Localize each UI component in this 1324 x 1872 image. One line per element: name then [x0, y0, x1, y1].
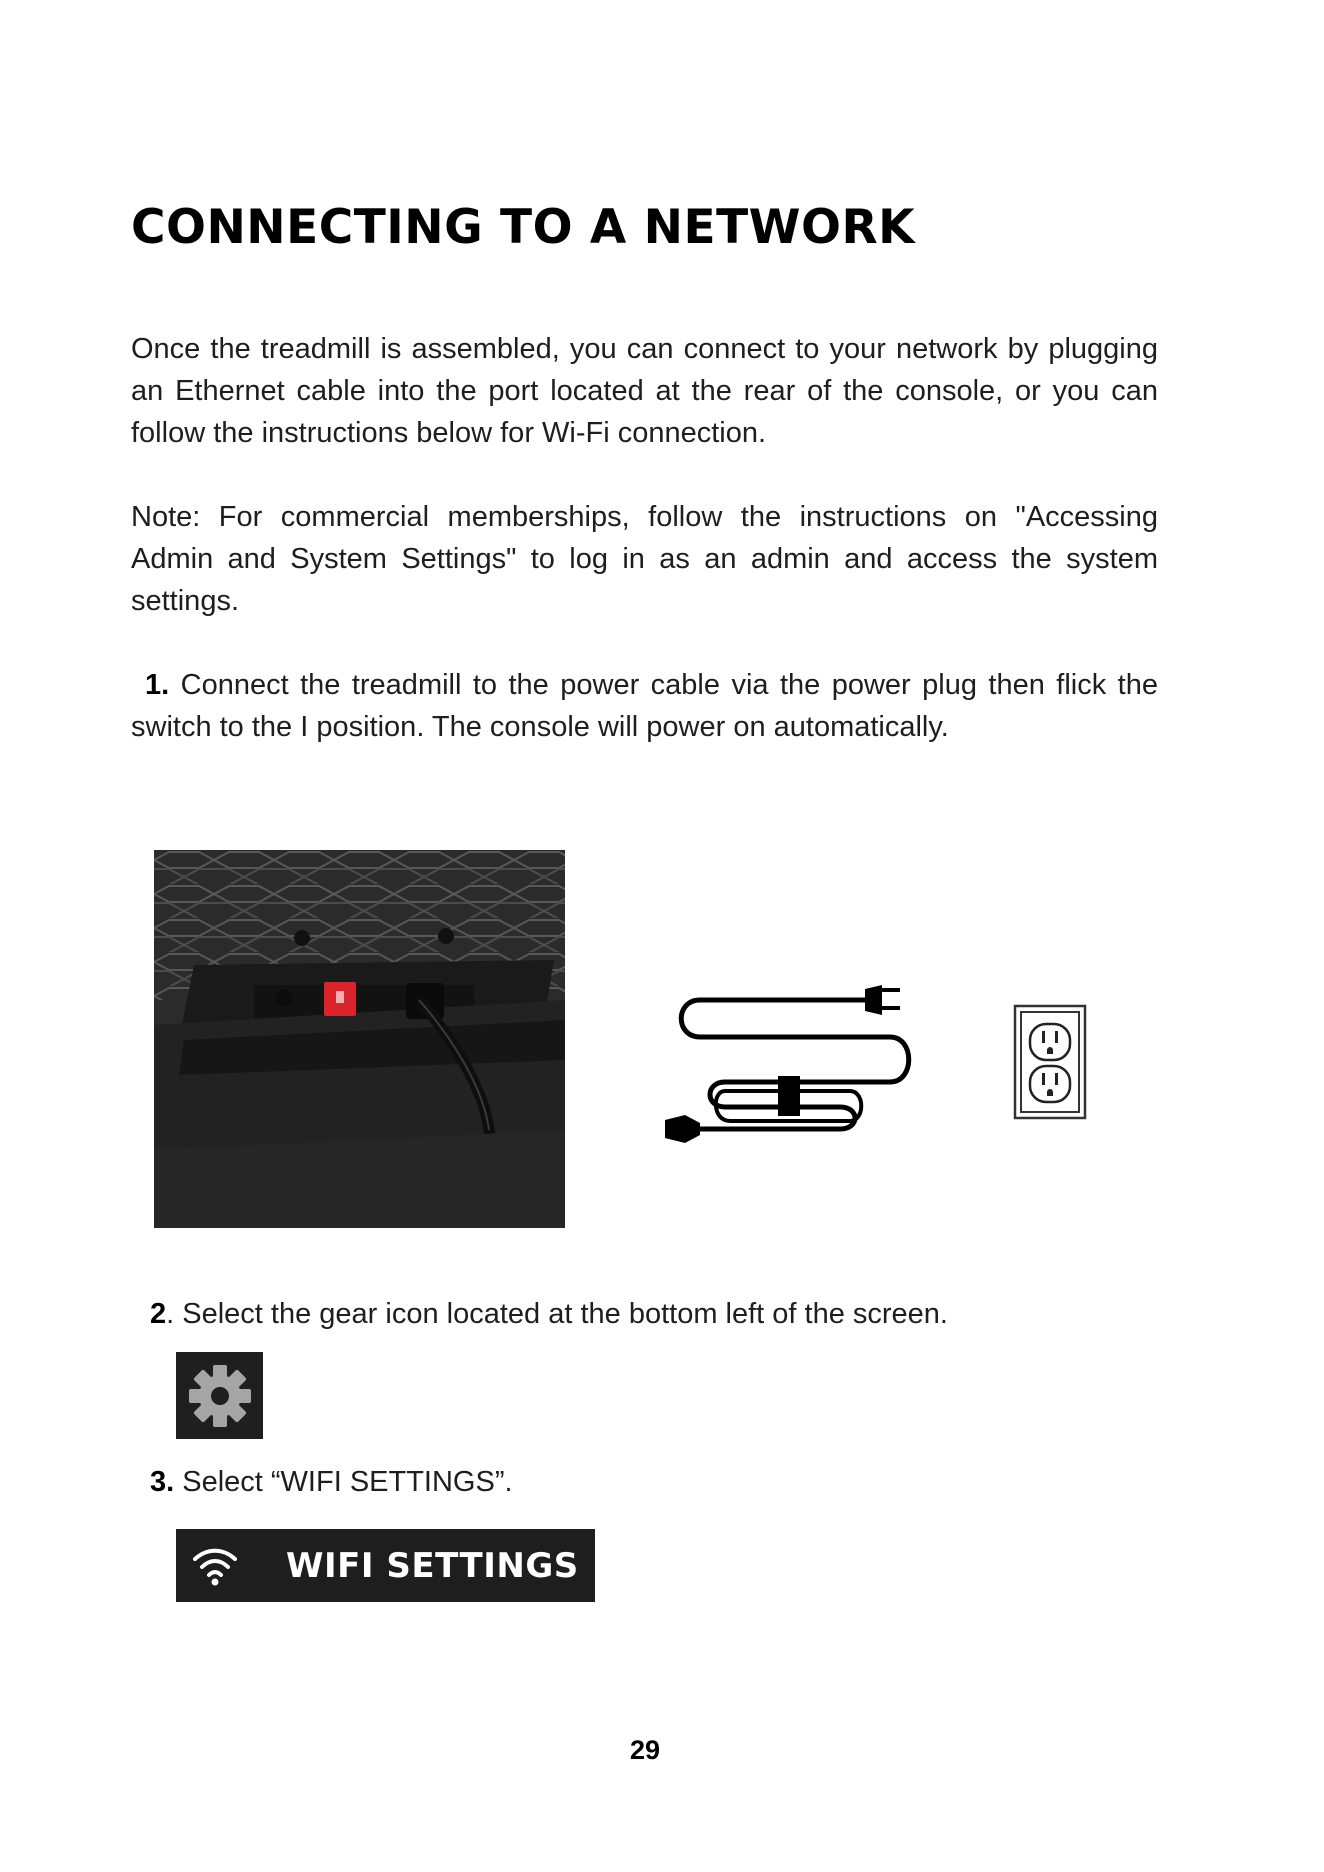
treadmill-power-port-photo [154, 850, 565, 1228]
power-cord-icon [660, 975, 920, 1145]
step-3-text: Select “WIFI SETTINGS”. [174, 1466, 513, 1498]
step-1-text: Connect the treadmill to the power cable via the power plug then flick the switch to the I position. The console will power on automatically. [131, 669, 1158, 743]
step-1 [131, 664, 1158, 748]
wifi-settings-label: WIFI SETTINGS [286, 1545, 579, 1586]
step-3-number: 3. [150, 1466, 175, 1498]
step-2-text: . Select the gear icon located at the bottom left of the screen. [166, 1298, 948, 1330]
wifi-icon [190, 1544, 240, 1588]
wall-outlet-icon [1013, 1004, 1087, 1120]
page-title: CONNECTING TO A NETWORK [131, 200, 916, 255]
gear-icon [184, 1360, 256, 1432]
step-2 [150, 1296, 948, 1332]
intro-paragraph: Once the treadmill is assembled, you can connect to your network by plugging an Ethernet cable into the port located at the rear of the console, or you can follow the instructions below for Wi-Fi connection. [131, 333, 1158, 449]
step-3 [150, 1464, 513, 1500]
page-number: 29 [629, 1735, 661, 1765]
note-paragraph: Note: For commercial memberships, follow the instructions on "Accessing Admin and System Settings" to log in as an admin and access the system settings. [131, 501, 1158, 617]
step-2-number: 2 [150, 1298, 167, 1330]
wifi-settings-button-image [176, 1529, 595, 1602]
step-1-number: 1. [145, 669, 170, 701]
gear-button-image [176, 1352, 263, 1439]
